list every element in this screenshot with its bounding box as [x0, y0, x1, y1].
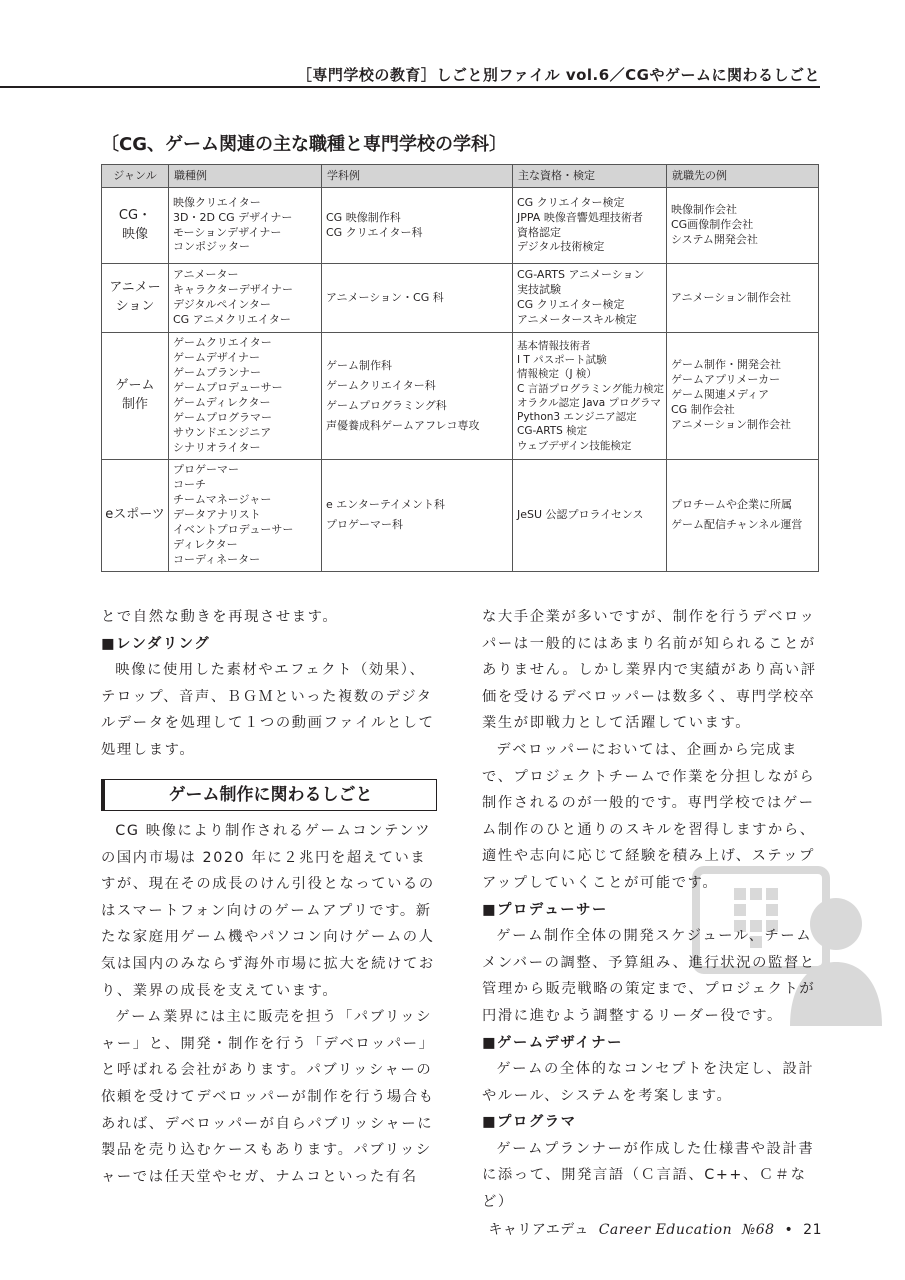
- employer-item: アニメーション制作会社: [671, 290, 792, 304]
- employer-item: 映像制作会社: [671, 203, 737, 217]
- qualification-item: I T パスポート試験: [517, 354, 607, 367]
- job-item: モーションデザイナー: [173, 225, 282, 239]
- subheading-programmer: ■プログラマ: [482, 1114, 577, 1131]
- job-item: コーチ: [173, 477, 206, 491]
- genre-line: アニメー: [109, 280, 161, 296]
- qualification-item: 情報検定（J 検）: [517, 368, 597, 381]
- department-item: ゲームプログラミング科: [326, 398, 447, 412]
- qualifications-cell: [513, 188, 667, 264]
- footer-separator: •: [784, 1222, 794, 1238]
- departments-cell: [322, 264, 513, 333]
- job-item: アニメーター: [173, 268, 239, 282]
- departments-cell: [322, 188, 513, 264]
- jobs-cell: [169, 188, 322, 264]
- page-number: 21: [803, 1222, 822, 1238]
- employers-cell: [667, 333, 819, 460]
- qualification-item: 資格認定: [517, 225, 561, 239]
- body-paragraph: ゲームプランナーが作成した仕様書や設計書に添って、開発言語（Ｃ言語、C++、Ｃ＃など）: [482, 1140, 815, 1211]
- genre-line: ゲーム: [115, 377, 155, 393]
- qualification-item: オラクル認定 Java プログラマ: [517, 396, 662, 409]
- qualification-item: CG-ARTS 検定: [517, 425, 588, 438]
- job-item: ゲームデザイナー: [173, 350, 261, 364]
- genre-line: eスポーツ: [105, 506, 165, 522]
- table-row: [102, 188, 819, 264]
- qualification-item: デジタル技術検定: [517, 240, 605, 254]
- employer-item: システム開発会社: [671, 232, 758, 246]
- department-item: プロゲーマー科: [326, 518, 403, 532]
- genre-cell: [102, 188, 169, 264]
- employer-item: ゲーム配信チャンネル運営: [671, 518, 803, 532]
- qualification-item: CG-ARTS アニメーション: [517, 268, 645, 282]
- job-item: ディレクター: [173, 537, 238, 551]
- job-item: ゲームプログラマー: [173, 410, 272, 424]
- jobs-cell: [169, 333, 322, 460]
- right-column: [482, 604, 820, 1216]
- qualification-item: CG クリエイター検定: [517, 298, 625, 311]
- qualification-item: Python3 エンジニア認定: [517, 411, 637, 424]
- col-header-qualifications: 主な資格・検定: [513, 165, 667, 188]
- job-item: コーディネーター: [173, 552, 261, 566]
- subheading-game-designer: ■ゲームデザイナー: [482, 1034, 623, 1051]
- genre-line: ション: [115, 299, 155, 314]
- job-item: ゲームディレクター: [173, 395, 271, 409]
- qualification-item: アニメータースキル検定: [517, 312, 637, 326]
- job-item: ゲームクリエイター: [173, 336, 272, 349]
- department-item: ゲーム制作科: [326, 359, 392, 373]
- left-column-top: [101, 604, 441, 764]
- job-item: イベントプロデューサー: [173, 522, 294, 536]
- footer-brand-en: Career Education: [598, 1222, 733, 1238]
- job-item: 3D・2D CG デザイナー: [173, 210, 293, 224]
- job-item: サウンドエンジニア: [173, 425, 272, 439]
- genre-cell: [102, 333, 169, 460]
- body-paragraph: とで自然な動きを再現させます。: [101, 609, 339, 625]
- employer-item: プロチームや企業に所属: [671, 498, 792, 512]
- running-header: ［専門学校の教育］しごと別ファイル vol.6／CGやゲームに関わるしごと: [296, 66, 820, 84]
- table-header-row: [102, 165, 819, 188]
- body-paragraph: ゲームの全体的なコンセプトを決定し、設計やルール、システムを考案します。: [482, 1061, 815, 1104]
- body-paragraph: CG 映像により制作されるゲームコンテンツの国内市場は 2020 年に２兆円を超えていますが、現在その成長のけん引役となっているのはスマートフォン向けのゲームアプリです。新たな家庭用ゲーム機やパソコン向けゲームの人気は国内のみならず海外市場に拡大を続けており、業界の成長を支えています。: [101, 823, 435, 999]
- jobs-cell: [169, 459, 322, 571]
- employers-cell: [667, 459, 819, 571]
- qualification-item: ウェブデザイン技能検定: [517, 439, 632, 452]
- job-item: 映像クリエイター: [173, 195, 261, 209]
- job-item: チームマネージャー: [173, 492, 272, 506]
- col-header-jobs: 職種例: [169, 165, 322, 188]
- footer-issue-number: №68: [742, 1222, 775, 1238]
- jobs-table: [101, 164, 819, 572]
- employers-cell: [667, 188, 819, 264]
- col-header-genre: ジャンル: [102, 165, 169, 188]
- job-item: シナリオライター: [173, 440, 261, 454]
- qualifications-cell: [513, 333, 667, 460]
- departments-cell: [322, 333, 513, 460]
- table-row: [102, 264, 819, 333]
- qualifications-cell: [513, 264, 667, 333]
- body-paragraph: ゲーム制作全体の開発スケジュール、チームメンバーの調整、予算組み、進行状況の監督と管理から販売戦略の策定まで、プロジェクトが円滑に進むよう調整するリーダー役です。: [482, 928, 816, 1024]
- department-item: e エンターテイメント科: [326, 498, 445, 512]
- col-header-employers: 就職先の例: [667, 165, 819, 188]
- genre-line: 映像: [121, 226, 148, 242]
- footer-brand-ja: キャリアエデュ: [488, 1222, 589, 1238]
- page-footer: [0, 1219, 822, 1239]
- departments-cell: [322, 459, 513, 571]
- genre-cell: [102, 459, 169, 571]
- department-item: CG クリエイター科: [326, 225, 423, 239]
- job-item: ゲームプロデューサー: [173, 380, 283, 394]
- department-item: 声優養成科ゲームアフレコ専攻: [326, 418, 480, 432]
- job-item: プロゲーマー: [173, 462, 239, 476]
- job-item: キャラクターデザイナー: [173, 283, 294, 297]
- department-item: ゲームクリエイター科: [326, 379, 436, 393]
- employer-item: ゲーム関連メディア: [671, 388, 770, 402]
- table-title: 〔CG、ゲーム関連の主な職種と専門学校の学科〕: [101, 134, 507, 155]
- subheading-rendering: ■レンダリング: [101, 635, 211, 652]
- subheading-producer: ■プロデューサー: [482, 901, 608, 918]
- left-column-bottom: [101, 818, 441, 1190]
- employer-item: ゲームアプリメーカー: [671, 373, 781, 387]
- table-row: [102, 459, 819, 571]
- employer-item: CG画像制作会社: [671, 218, 754, 232]
- qualification-item: C 言語プログラミング能力検定: [517, 382, 664, 395]
- body-paragraph: な大手企業が多いですが、制作を行うデベロッパーは一般的にはあまり名前が知られることがありません。しかし業界内で実績があり高い評価を受けるデベロッパーは数多く、専門学校卒業生が即戦力として活躍しています。: [482, 609, 817, 732]
- table-row: [102, 333, 819, 460]
- job-item: デジタルペインター: [173, 298, 271, 311]
- genre-cell: [102, 264, 169, 333]
- job-item: コンポジッター: [173, 240, 250, 254]
- qualification-item: JeSU 公認プロライセンス: [517, 507, 644, 521]
- qualification-item: 実技試験: [517, 283, 561, 297]
- body-paragraph: ゲーム業界には主に販売を担う「パブリッシャー」と、開発・制作を行う「デベロッパー」と呼ばれる会社があります。パブリッシャーの依頼を受けてデベロッパーが制作を行う場合もあれば、デベロッパーが自らパブリッシャーに製品を売り込むケースもあります。パブリッシャーでは任天堂やセガ、ナムコといった有名: [101, 1009, 435, 1185]
- qualification-item: 基本情報技術者: [517, 339, 591, 352]
- employers-cell: [667, 264, 819, 333]
- section-heading: ゲーム制作に関わるしごと: [101, 779, 437, 811]
- genre-line: 制作: [121, 396, 148, 412]
- job-item: データアナリスト: [173, 507, 261, 521]
- header-rule: [0, 86, 820, 88]
- employer-item: ゲーム制作・開発会社: [671, 358, 781, 372]
- job-item: ゲームプランナー: [173, 365, 261, 379]
- body-paragraph: デベロッパーにおいては、企画から完成まで、プロジェクトチームで作業を分担しながら制作されるのが一般的です。専門学校ではゲーム制作のひと通りのスキルを習得しますから、適性や志向に応じて経験を積み上げ、ステップアップしていくことが可能です。: [482, 741, 816, 891]
- employer-item: CG 制作会社: [671, 403, 735, 417]
- jobs-cell: [169, 264, 322, 333]
- qualifications-cell: [513, 459, 667, 571]
- employer-item: アニメーション制作会社: [671, 418, 792, 432]
- qualification-item: JPPA 映像音響処理技術者: [517, 210, 643, 224]
- department-item: アニメーション・CG 科: [326, 290, 444, 304]
- qualification-item: CG クリエイター検定: [517, 195, 625, 209]
- col-header-departments: 学科例: [322, 165, 513, 188]
- department-item: CG 映像制作科: [326, 210, 401, 224]
- body-paragraph: 映像に使用した素材やエフェクト（効果）、テロップ、音声、ＢＧＭといった複数のデジタルデータを処理して１つの動画ファイルとして処理します。: [101, 662, 435, 758]
- job-item: CG アニメクリエイター: [173, 312, 291, 326]
- genre-line: CG・: [118, 207, 152, 223]
